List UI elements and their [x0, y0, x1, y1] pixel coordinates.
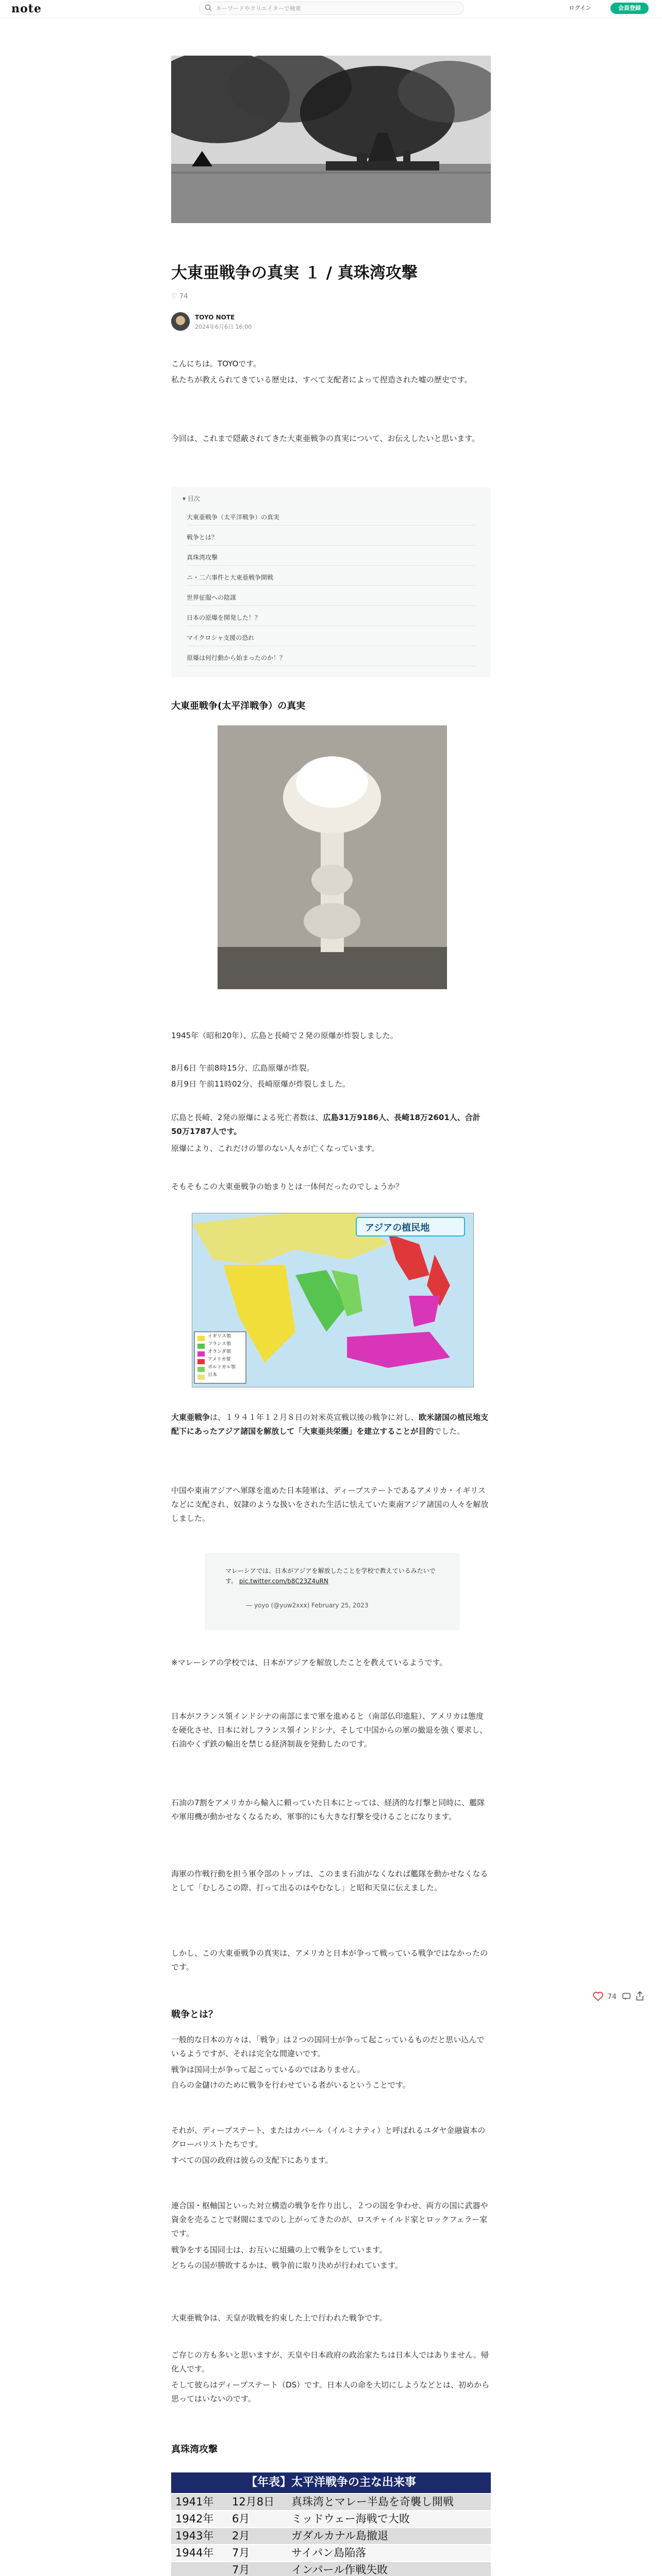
date-cell: 12月8日	[232, 2496, 275, 2508]
paragraph: 一般的な日本の方々は、「戦争」は２つの国同士が争って起こっているものだと思い込んでいるようですが、それは完全な間違いです。	[171, 2035, 485, 2058]
table-title: 【年表】太平洋戦争の主な出来事	[171, 2472, 491, 2493]
paragraph: 大東亜戦争は、１９４１年１２月８日の対米英宣戦以後の戦争に対し、欧米諸国の植民地支配下にあったアジア諸国を解放して「大東亜共栄圏」を建立することが目的でした。	[171, 1413, 489, 1436]
toc-item[interactable]: 原爆は何行動から始まったのか！？	[187, 650, 475, 666]
tweet-text: マレーシアでは、日本がアジアを解放したことを学校で教えているみたいです。 pic.twitter.com/b8C23Z4uRN	[225, 1567, 436, 1585]
legend-item: オランダ領	[208, 1349, 231, 1354]
likes-count[interactable]: ♡ 74	[171, 293, 188, 300]
year-cell: 1942年	[175, 2513, 214, 2525]
floating-actions	[593, 1989, 655, 2004]
login-button[interactable]: ログイン	[569, 5, 591, 11]
paragraph: そして彼らはディープステート（DS）です。日本人の命を大切にしようなどとは、初めから思ってはいないのです。	[171, 2380, 490, 2403]
comment-icon[interactable]	[622, 1992, 631, 2001]
paragraph: 原爆により、これだけの罪のない人々が亡くなっています。	[171, 1144, 379, 1153]
article-title: 大東亜戦争の真実 １ / 真珠湾攻撃	[171, 264, 418, 282]
toc-item[interactable]: 大東亜戦争（太平洋戦争）の真実	[187, 510, 475, 526]
paragraph: それが、ディープステート、またはカバール（イルミナティ）と呼ばれるユダヤ金融資本のグローバリストたちです。	[171, 2126, 486, 2149]
author-block[interactable]	[171, 312, 377, 333]
toc-item[interactable]: マイクロシャ支援の恐れ	[187, 630, 475, 646]
paragraph: 自らの金儲けのために戦争を行わせている者がいるということです。	[171, 2080, 410, 2090]
heart-icon[interactable]: ♡	[171, 293, 177, 300]
toc-item[interactable]: 日本の原爆を開発した！？	[187, 610, 475, 626]
section-heading: 大東亜戦争(太平洋戦争）の真実	[171, 701, 306, 711]
search-input[interactable]	[199, 2, 464, 15]
paragraph: ご存じの方も多いと思いますが、天皇や日本政府の政治家たちは日本人ではありません。帰化人です。	[171, 2350, 489, 2374]
table-row	[171, 2545, 491, 2561]
table-row	[171, 2528, 491, 2544]
legend-item: イギリス領	[208, 1334, 231, 1339]
paragraph: 戦争は国同士が争って起こっているのではありません。	[171, 2065, 365, 2074]
intro-paragraph-1: こんにちは。TOYOです。	[171, 359, 261, 368]
search-placeholder: キーワードやクリエイターで検索	[216, 5, 301, 12]
legend-item: ポルトガル領	[208, 1365, 236, 1370]
event-cell: インパール作戦失敗	[291, 2564, 388, 2576]
mushroom-cloud-image	[218, 725, 447, 989]
date-cell: 7月	[232, 2547, 250, 2559]
table-of-contents	[171, 487, 491, 677]
date-cell: 6月	[232, 2513, 250, 2525]
year-cell: 1943年	[175, 2530, 214, 2542]
like-count: 74	[607, 1993, 617, 2001]
paragraph: 連合国・枢軸国といった対立構造の戦争を作り出し、２つの国を争わせ、両方の国に武器や資金を売ることで財閥にまでのし上がってきたのが、ロスチャイルド家とロックフェラー家です。	[171, 2201, 488, 2238]
map-title: アジアの植民地	[365, 1223, 430, 1233]
asia-colony-map	[192, 1213, 474, 1387]
section-heading: 戦争とは？	[171, 2009, 218, 2020]
paragraph: どちらの国が勝敗するかは、戦争前に取り決めが行われています。	[171, 2261, 403, 2270]
toc-item[interactable]: ニ・二六事件と大東亜戦争開戦	[187, 570, 475, 586]
paragraph: ※マレーシアの学校では、日本がアジアを解放したことを教えているようです。	[171, 1658, 448, 1667]
paragraph: そもそもこの大東亜戦争の始まりとは一体何だったのでしょうか？	[171, 1182, 404, 1191]
year-cell: 1941年	[175, 2496, 214, 2508]
paragraph: 広島と長崎、2発の原爆による死亡者数は、広島31万9186人、長崎18万2601人、合計50万1787人です。	[171, 1113, 481, 1136]
paragraph: 石油の7割をアメリカから輸入に頼っていた日本にとっては、経済的な打撃と同時に、艦隊や軍用機が動かせなくなるため、軍事的にも大きな打撃を受けることになります。	[171, 1798, 485, 1821]
event-cell: ミッドウェー海戦で大敗	[291, 2513, 410, 2525]
intro-paragraph-3: 今回は、これまで隠蔽されてきた大東亜戦争の真実について、お伝えしたいと思います。	[171, 434, 480, 443]
tweet-byline[interactable]: — yoyo (@yuw2xxx) February 25, 2023	[246, 1602, 369, 1609]
author-name[interactable]: TOYO NOTE	[195, 314, 235, 321]
heart-icon[interactable]	[593, 1992, 603, 2001]
legend-item: アメリカ領	[208, 1357, 231, 1362]
paragraph: 海軍の作戦行動を担う軍令部のトップは、このまま石油がなくなれば艦隊を動かせなくなるとして「むしろこの際、打って出るのはやむなし」と昭和天皇に伝えました。	[171, 1869, 488, 1892]
date-cell: 2月	[232, 2530, 250, 2542]
event-cell: 真珠湾とマレー半島を奇襲し開戦	[291, 2496, 454, 2508]
date-cell: 7月	[232, 2564, 250, 2576]
paragraph: 中国や東南アジアへ軍隊を進めた日本陸軍は、ディープステートであるアメリカ・イギリスなどに支配され、奴隷のような扱いをされた生活に怯えていた東南アジア諸国の人々を解放しました。	[171, 1486, 489, 1523]
toc-item[interactable]: 真珠湾攻撃	[187, 550, 475, 566]
table-row	[171, 2562, 491, 2576]
table-row	[171, 2494, 491, 2510]
year-cell: 1944年	[175, 2547, 214, 2559]
publish-date: 2024年6月6日 16:00	[195, 324, 252, 330]
hero-image	[171, 56, 491, 223]
event-cell: サイパン島陥落	[291, 2547, 367, 2559]
timeline-table	[171, 2472, 491, 2576]
signup-button[interactable]: 会員登録	[610, 3, 649, 14]
site-header	[0, 0, 662, 18]
legend-item: フランス領	[208, 1342, 231, 1347]
paragraph: 8月9日 午前11時02分、長崎原爆が炸裂しました。	[171, 1079, 351, 1089]
paragraph: 大東亜戦争は、天皇が敗戦を約束した上で行われた戦争です。	[171, 2313, 387, 2323]
table-row	[171, 2511, 491, 2527]
share-icon[interactable]	[635, 1991, 644, 2001]
intro-paragraph-2: 私たちが教えられてきている歴史は、すべて支配者によって捏造された嘘の歴史です。	[171, 375, 472, 384]
avatar[interactable]	[171, 312, 190, 331]
tweet-link[interactable]: pic.twitter.com/b8C23Z4uRN	[239, 1578, 328, 1585]
toc-title[interactable]: ▾ 目次	[183, 495, 200, 502]
event-cell: ガダルカナル島撤退	[291, 2530, 388, 2542]
embedded-tweet[interactable]	[205, 1553, 460, 1630]
legend-item: 日本	[208, 1372, 218, 1378]
paragraph: 8月6日 午前8時15分、広島原爆が炸裂。	[171, 1063, 315, 1073]
section-heading: 真珠湾攻撃	[171, 2444, 218, 2455]
paragraph: 戦争をする国同士は、お互いに組織の上で戦争をしています。	[171, 2245, 387, 2255]
paragraph: すべての国の政府は彼らの支配下にあります。	[171, 2156, 333, 2165]
toc-item[interactable]: 世界征服への陰謀	[187, 590, 475, 606]
paragraph: 日本がフランス領インドシナの南部にまで軍を進めると（南部仏印進駐）、アメリカは態度を硬化させ、日本に対しフランス領インドシナ、そして中国からの軍の撤退を強く要求し、石油やくず鉄の輸出を禁じる経済制裁を発動したのです。	[171, 1711, 488, 1749]
paragraph: 1945年（昭和20年）、広島と長崎で２発の原爆が炸裂しました。	[171, 1031, 398, 1040]
note-logo[interactable]: note	[11, 2, 42, 15]
paragraph: しかし、この大東亜戦争の真実は、アメリカと日本が争って戦っている戦争ではなかったのです。	[171, 1948, 488, 1972]
search-icon	[205, 4, 212, 11]
toc-item[interactable]: 戦争とは？	[187, 530, 475, 546]
